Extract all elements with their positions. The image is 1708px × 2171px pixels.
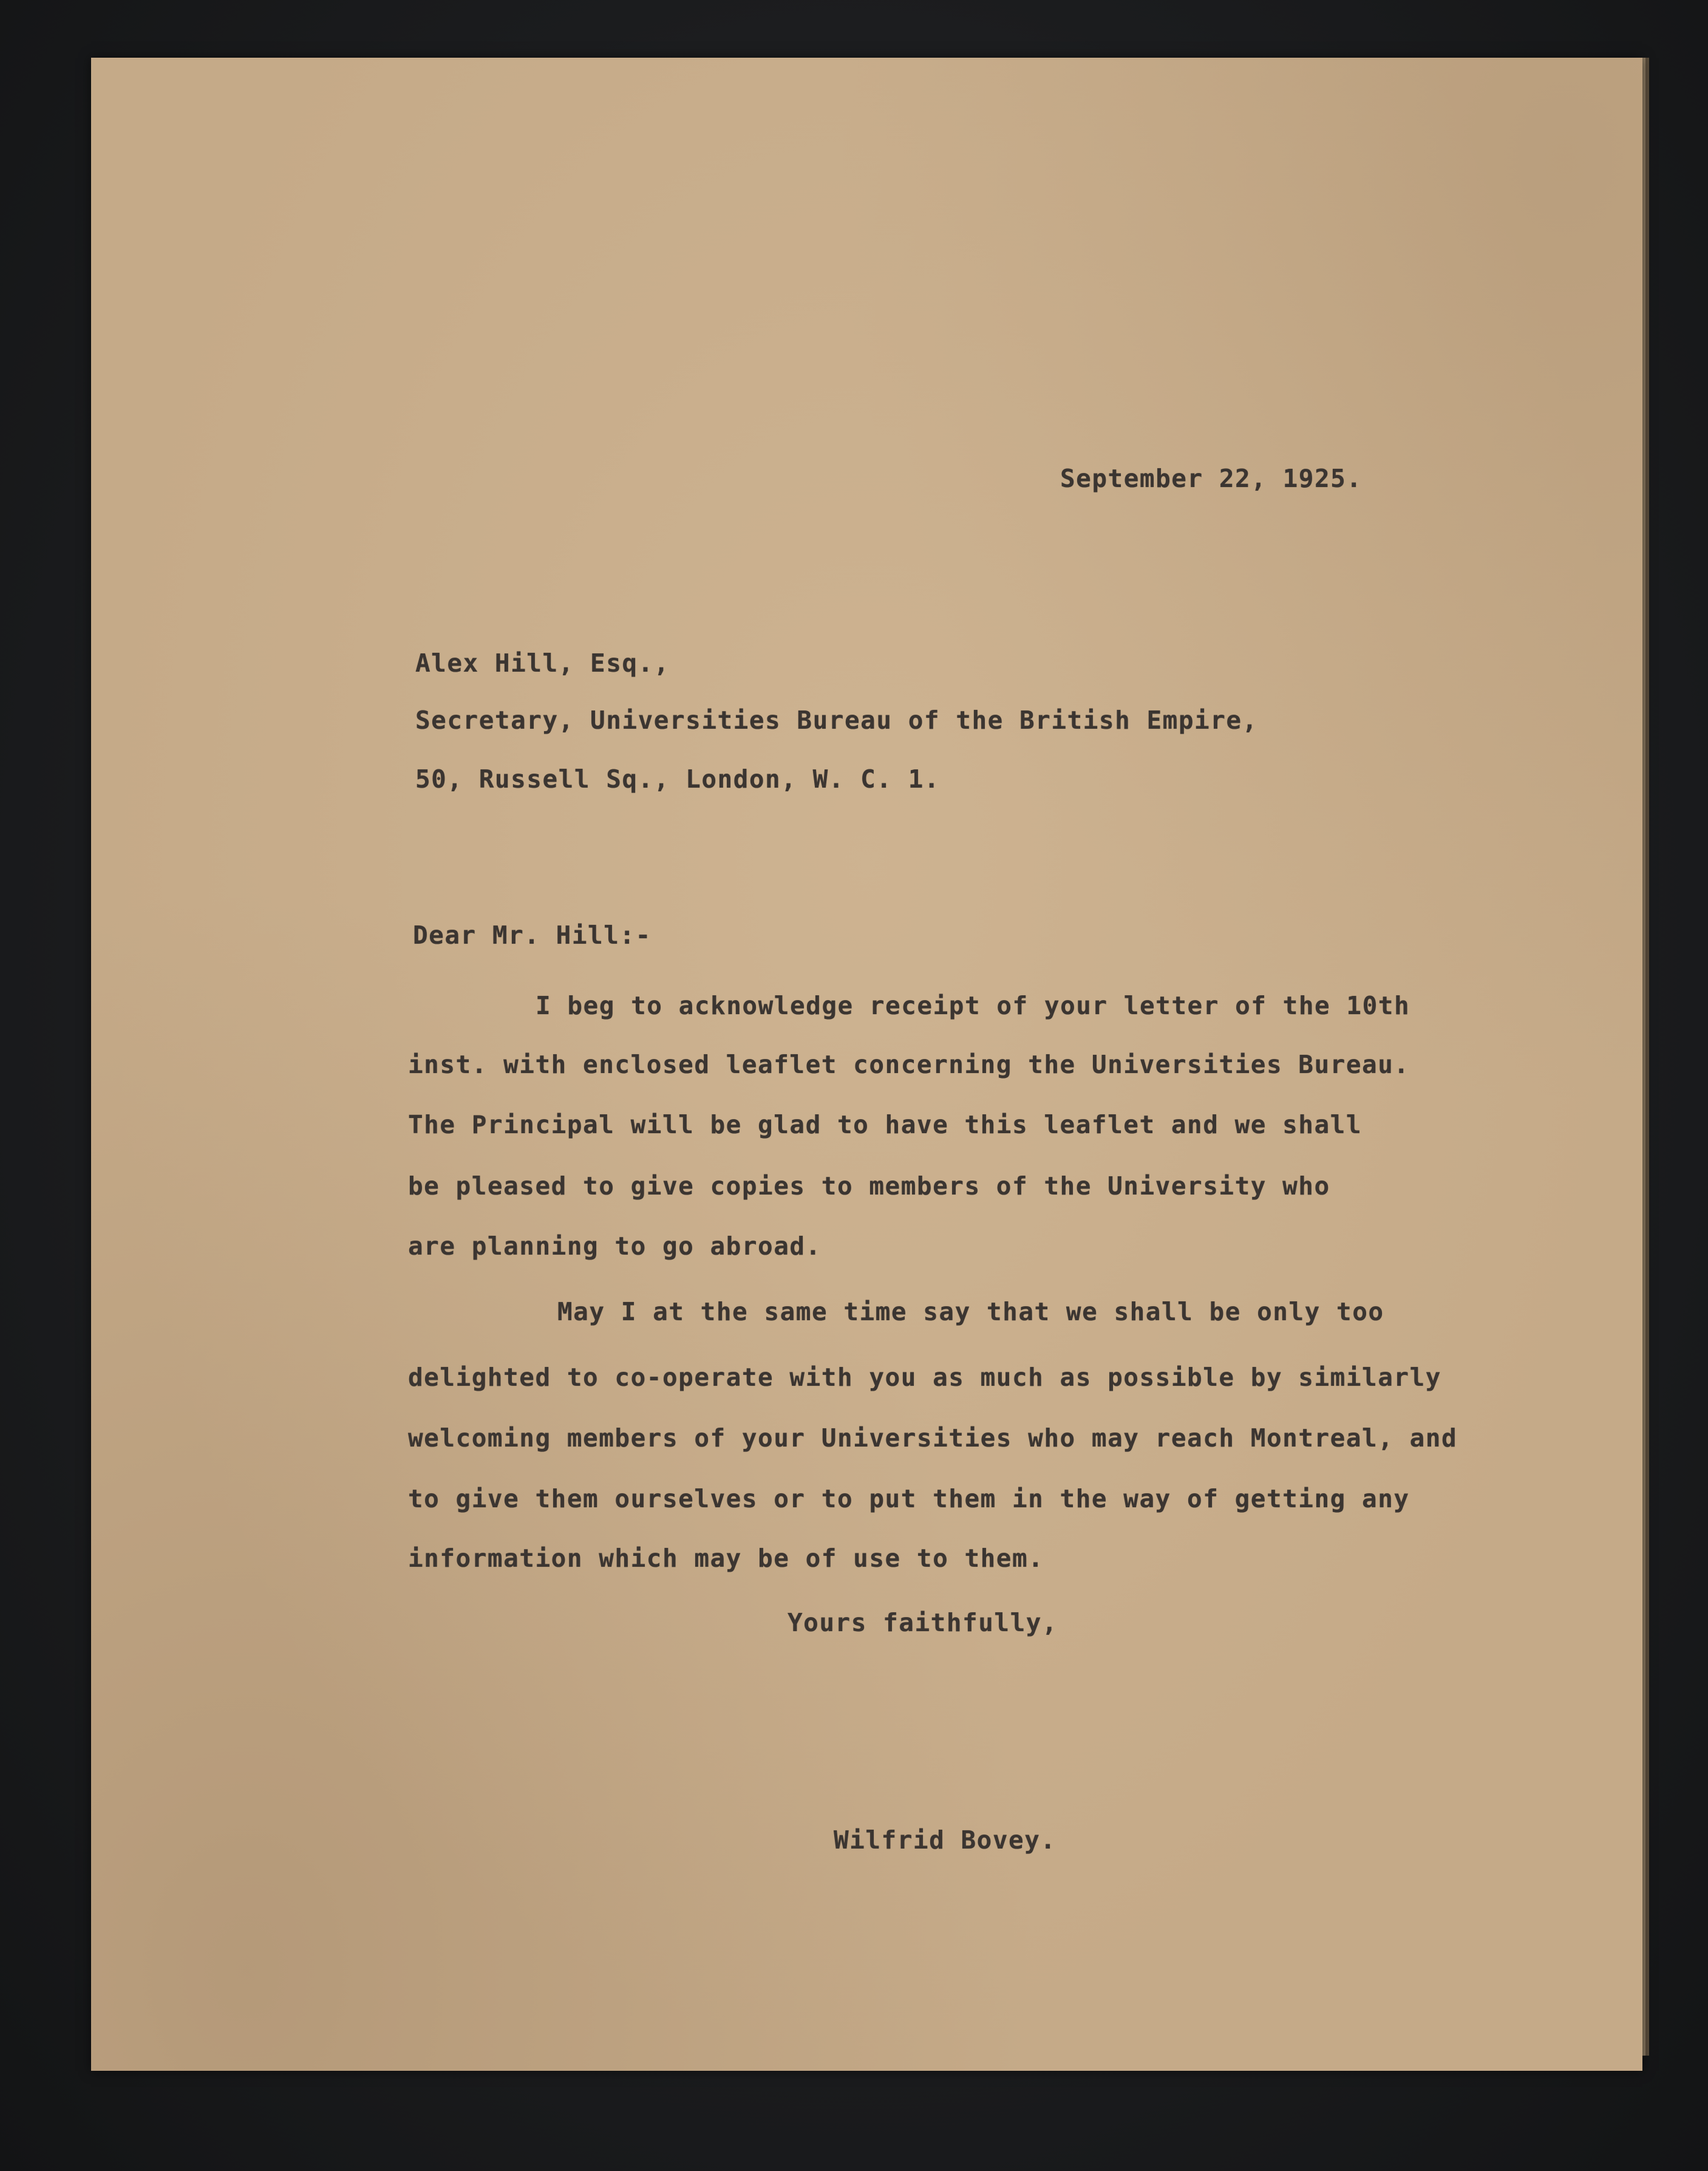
paragraph-1-line-4: be pleased to give copies to members of the University who <box>408 1171 1330 1201</box>
paragraph-2-line-4: to give them ourselves or to put them in the way of getting any <box>408 1484 1410 1513</box>
signature-name: Wilfrid Bovey. <box>834 1825 1056 1855</box>
recipient-title: Secretary, Universities Bureau of the British Empire, <box>415 706 1258 735</box>
paragraph-1-line-1: I beg to acknowledge receipt of your letter of the 10th <box>536 991 1410 1020</box>
paragraph-1-line-5: are planning to go abroad. <box>408 1232 822 1261</box>
paragraph-2-line-1: May I at the same time say that we shall be only too <box>557 1297 1384 1326</box>
recipient-name: Alex Hill, Esq., <box>415 649 670 678</box>
recipient-address: 50, Russell Sq., London, W. C. 1. <box>415 765 941 794</box>
paragraph-1-line-2: inst. with enclosed leaflet concerning the Universities Bureau. <box>408 1050 1410 1079</box>
closing: Yours faithfully, <box>788 1608 1058 1637</box>
letter-date: September 22, 1925. <box>1060 464 1363 493</box>
salutation: Dear Mr. Hill:- <box>413 921 652 950</box>
paragraph-2-line-3: welcoming members of your Universities who may reach Montreal, and <box>408 1423 1458 1453</box>
paragraph-1-line-3: The Principal will be glad to have this leaflet and we shall <box>408 1110 1363 1139</box>
paragraph-2-line-5: information which may be of use to them. <box>408 1544 1044 1573</box>
paragraph-2-line-2: delighted to co-operate with you as much as possible by similarly <box>408 1363 1441 1392</box>
